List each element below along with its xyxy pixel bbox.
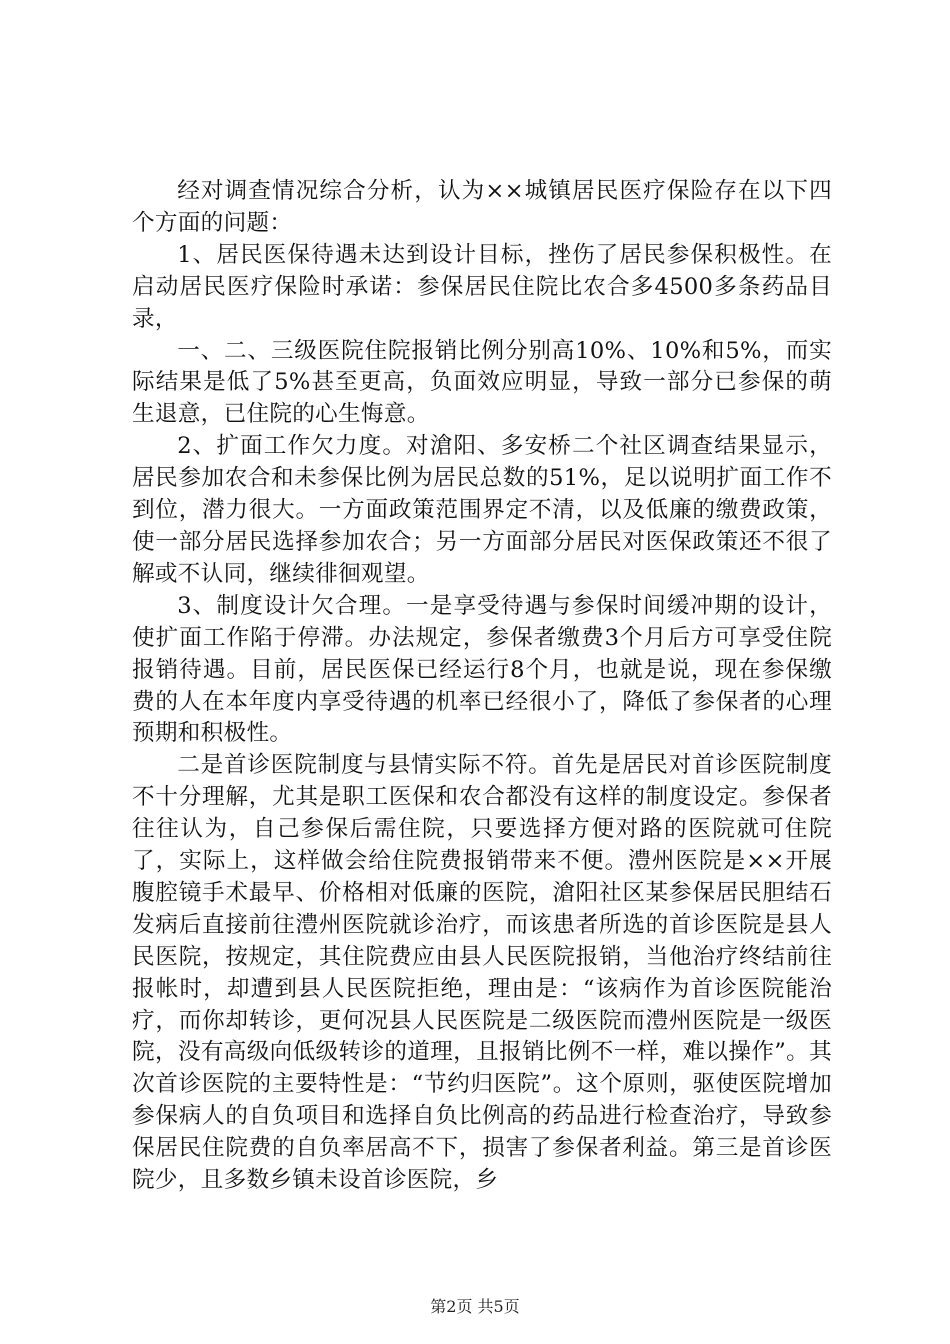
paragraph-point-1: 1、居民医保待遇未达到设计目标，挫伤了居民参保积极性。在启动居民医疗保险时承诺：参保居民住院比农合多4500多条药品目录，	[132, 241, 832, 332]
paragraph-point-3-second: 二是首诊医院制度与县情实际不符。首先是居民对首诊医院制度不十分理解，尤其是职工医保和农合都没有这样的制度设定。参保者往往认为，自己参保后需住院，只要选择方便对路的医院就可住院了，实际上，这样做会给住院费报销带来不便。澧州医院是××开展腹腔镜手术最早、价格相对低廉的医院，滄阳社区某参保居民胆结石发病后直接前往澧州医院就诊治疗，而该患者所选的首诊医院是县人民医院，按规定，其住院费应由县人民医院报销，当他治疗终结前往报帐时，却遭到县人民医院拒绝，理由是：“该病作为首诊医院能治疗，而你却转诊，更何况县人民医院是二级医院而澧州医院是一级医院，没有高级向低级转诊的道理，且报销比例不一样，难以操作”。其次首诊医院的主要特性是：“节约归医院”。这个原则，驱使医院增加参保病人的自负项目和选择自负比例高的药品进行检查治疗，导致参保居民住院费的自负率居高不下，损害了参保者利益。第三是首诊医院少，且多数乡镇未设首诊医院，乡	[132, 752, 832, 1194]
paragraph-point-2: 2、扩面工作欠力度。对滄阳、多安桥二个社区调查结果显示，居民参加农合和未参保比例为居民总数的51%，足以说明扩面工作不到位，潜力很大。一方面政策范围界定不清，以及低廉的缴费政策，使一部分居民选择参加农合；另一方面部分居民对医保政策还不很了解或不认同，继续徘徊观望。	[132, 433, 832, 587]
document-body	[132, 176, 832, 1197]
paragraph-point-1-continued: 一、二、三级医院住院报销比例分别高10%、10%和5%，而实际结果是低了5%甚至更高，负面效应明显，导致一部分已参保的萌生退意，已住院的心生悔意。	[132, 337, 832, 428]
paragraph-intro: 经对调查情况综合分析，认为××城镇居民医疗保险存在以下四个方面的问题：	[132, 178, 832, 236]
page-footer: 第2页 共5页	[430, 1297, 520, 1316]
paragraph-point-3: 3、制度设计欠合理。一是享受待遇与参保时间缓冲期的设计，使扩面工作陷于停滞。办法规定，参保者缴费3个月后方可享受住院报销待遇。目前，居民医保已经运行8个月，也就是说，现在参保缴费的人在本年度内享受待遇的机率已经很小了，降低了参保者的心理预期和积极性。	[132, 592, 832, 747]
